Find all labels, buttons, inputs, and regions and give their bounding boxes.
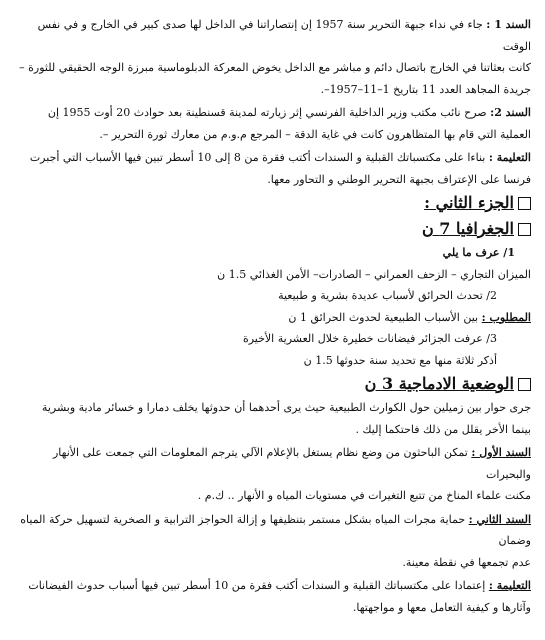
integration-intro-2: بينما الأخر يقلل من ذلك فاحتكما إليك . — [355, 422, 531, 436]
checkbox-square-icon — [518, 378, 531, 391]
integration-intro-1: جرى حوار بين زميلين حول الكوارث الطبيعية حيث يرى أحدهما أن حدوثها يخلف دمارا و خسائر مادية وبشرية — [41, 401, 531, 414]
integration-document-2-line-2: عدم تجمعها في نقطة معينة. — [402, 555, 531, 569]
geography-heading — [14, 216, 531, 242]
geography-question-3-sub: أذكر ثلاثة منها مع تحديد سنة حدوثها 1.5 ن — [303, 353, 497, 367]
instruction-1-label: التعليمة : — [488, 151, 531, 164]
instruction-1-line-1: بناءا على مكتسباتك القبلية و السندات أكتب فقرة من 8 إلى 10 أسطر تبين فيها الأسباب التي أجبرت — [29, 151, 486, 164]
document-1-line-3: جريدة المجاهد العدد 11 بتاريخ 1–11–1957–. — [320, 82, 531, 96]
integration-document-1-line-2: مكنت علماء المناخ من تتبع التغيرات في مستويات المياه و الأنهار .. ك.م . — [197, 489, 531, 502]
integration-heading — [14, 371, 531, 397]
document-2-label: السند 2: — [490, 106, 531, 119]
integration-instruction-line-1: إعتمادا على مكتسباتك القبلية و السندات أكتب فقرة من 10 أسطر تبين فيها أسباب حدوث الفيضانات — [28, 579, 486, 592]
document-1-label: السند 1 : — [486, 18, 531, 31]
integration-document-2-label: السند الثاني : — [468, 512, 531, 526]
document-1-line-1: جاء في نداء جبهة التحرير سنة 1957 إن إنتصاراتنا في الداخل لها صدى كبير في الخارج و في نفس الوقت — [37, 18, 531, 53]
part-2-title: الجزء الثاني : — [424, 193, 514, 212]
geography-question-3: 3/ عرفت الجزائر فيضانات خطيرة خلال العشرية الأخيرة — [242, 332, 497, 345]
geography-question-1: 1/ عرف ما يلي — [442, 246, 515, 259]
integration-document-1-label: السند الأول : — [471, 446, 531, 459]
geography-question-1-terms: الميزان التجاري – الزحف العمراني – الصادرات– الأمن الغذائي 1.5 ن — [217, 267, 531, 281]
integration-instruction — [14, 575, 531, 597]
integration-instruction-label: التعليمة : — [488, 579, 531, 592]
requirement-text: بين الأسباب الطبيعية لحدوث الحرائق 1 ن — [288, 310, 479, 324]
checkbox-square-icon — [518, 223, 531, 236]
geography-question-2: 2/ تحدث الحرائق لأسباب عديدة بشرية و طبيعية — [278, 289, 497, 302]
integration-document-2-line-1: حماية مجرات المياه بشكل مستمر بتنظيفها و إزالة الحواجز الترابية و الصخرية لتسهيل حركة المياه وضمان — [20, 512, 531, 547]
integration-instruction-line-2: وآثارها و كيفية التعامل معها و مواجهتها. — [352, 600, 531, 614]
instruction-1-line-2: فرنسا على الإعتراف بجبهة التحرير الوطني و التحاور معها. — [267, 172, 531, 186]
document-2 — [14, 102, 531, 124]
integration-document-1-line-1: تمكن الباحثون من وضع نظام يستغل بالإعلام الآلي يترجم المعلومات التي جمعت على الأنهار والبحيرات — [52, 446, 531, 481]
integration-document-1 — [14, 442, 531, 485]
checkbox-square-icon — [518, 197, 531, 210]
geography-title: الجغرافيا 7 ن — [421, 219, 514, 238]
integration-document-2 — [14, 509, 531, 552]
document-2-line-2: العملية التي قام بها المتظاهرون كانت في غاية الدقة – المرجع م.و.م من معارك ثورة التحرير –. — [99, 127, 531, 141]
document-1 — [14, 14, 531, 57]
instruction-1 — [14, 147, 531, 169]
document-2-line-1: صرح نائب مكتب وزير الداخلية الفرنسي إثر زيارته لمدينة قسنطينة بعد حوادث 20 أوت 1955 إن — [47, 106, 487, 119]
integration-title: الوضعية الادماجية 3 ن — [364, 374, 514, 393]
geography-requirement — [14, 307, 531, 329]
document-1-line-2: كانت بعثاتنا في الخارج باتصال دائم و مباشر مع الداخل يخوض المعركة الدبلوماسية مبرزة الوجه الحقيقي للثورة – — [19, 61, 531, 74]
part-2-heading — [14, 190, 531, 216]
requirement-label: المطلوب : — [481, 310, 531, 324]
